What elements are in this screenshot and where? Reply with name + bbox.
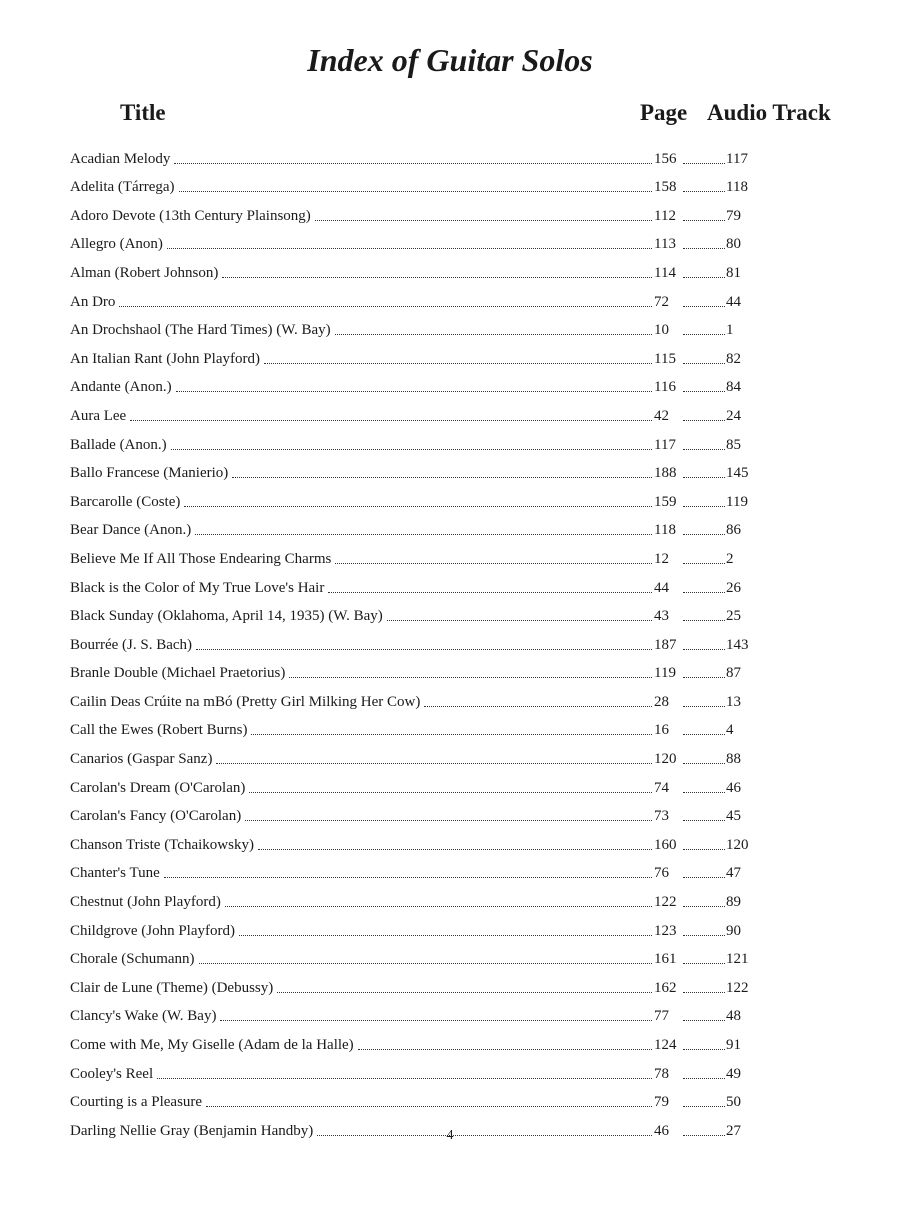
index-entry [70,656,760,685]
entry-audio-track: 4 [726,722,734,739]
dot-leader [683,706,725,707]
dot-leader [195,534,652,535]
entry-title: Cailin Deas Crúite na mBó (Pretty Girl Milking Her Cow) [70,693,421,710]
entry-audio-track: 44 [726,293,741,310]
entry-title: Adelita (Tárrega) [70,179,175,196]
dot-leader [683,1020,725,1021]
index-entry [70,1085,760,1114]
dot-leader [220,1020,652,1021]
index-entry [70,370,760,399]
entry-page: 10 [654,322,669,339]
index-entry [70,999,760,1028]
index-entry [70,770,760,799]
dot-leader [176,391,652,392]
dot-leader [264,363,652,364]
dot-leader [683,906,725,907]
entry-page: 156 [654,150,677,167]
entry-page: 161 [654,951,677,968]
dot-leader [683,420,725,421]
dot-leader [216,763,652,764]
entry-page: 73 [654,808,669,825]
entry-page: 159 [654,493,677,510]
dot-leader [249,792,652,793]
dot-leader [683,220,725,221]
dot-leader [157,1078,652,1079]
entry-title: Alman (Robert Johnson) [70,264,219,281]
dot-leader [683,820,725,821]
entry-title: Carolan's Dream (O'Carolan) [70,779,246,796]
dot-leader [289,677,652,678]
index-entry [70,284,760,313]
entry-page: 74 [654,779,669,796]
dot-leader [683,391,725,392]
entry-audio-track: 2 [726,550,734,567]
dot-leader [171,449,652,450]
dot-leader [387,620,652,621]
entry-title: Chorale (Schumann) [70,951,195,968]
entry-audio-track: 13 [726,693,741,710]
entry-page: 113 [654,236,676,253]
entry-audio-track: 89 [726,894,741,911]
entry-page: 114 [654,264,676,281]
index-entry [70,799,760,828]
entry-audio-track: 80 [726,236,741,253]
entry-audio-track: 48 [726,1008,741,1025]
entry-title: Andante (Anon.) [70,379,172,396]
column-header-audio-track: Audio Track [707,100,831,125]
dot-leader [683,449,725,450]
entry-title: Call the Ewes (Robert Burns) [70,722,248,739]
entry-page: 76 [654,865,669,882]
entry-title: An Italian Rant (John Playford) [70,350,260,367]
entry-page: 187 [654,636,677,653]
entry-audio-track: 81 [726,264,741,281]
entry-audio-track: 145 [726,465,749,482]
entry-page: 12 [654,550,669,567]
dot-leader [164,877,652,878]
dot-leader [328,592,652,593]
dot-leader [683,534,725,535]
index-entry [70,456,760,485]
entry-audio-track: 50 [726,1094,741,1111]
dot-leader [683,306,725,307]
dot-leader [683,849,725,850]
dot-leader [683,677,725,678]
entry-page: 120 [654,751,677,768]
index-entry [70,198,760,227]
entry-title: Black Sunday (Oklahoma, April 14, 1935) (W. Bay) [70,608,383,625]
entry-title: Cooley's Reel [70,1065,154,1082]
entry-page: 44 [654,579,669,596]
dot-leader [683,963,725,964]
entry-page: 72 [654,293,669,310]
index-entry [70,227,760,256]
entry-page: 116 [654,379,676,396]
index-list [70,141,760,1142]
index-entry [70,570,760,599]
entry-audio-track: 120 [726,836,749,853]
entry-page: 42 [654,407,669,424]
entry-title: An Dro [70,293,116,310]
index-entry [70,827,760,856]
entry-page: 117 [654,436,676,453]
dot-leader [315,220,652,221]
entry-audio-track: 26 [726,579,741,596]
index-entry [70,313,760,342]
dot-leader [167,248,652,249]
entry-title: Canarios (Gaspar Sanz) [70,751,213,768]
page-title: Index of Guitar Solos [307,42,593,78]
dot-leader [683,1078,725,1079]
dot-leader [119,306,652,307]
entry-page: 112 [654,207,676,224]
dot-leader [683,506,725,507]
dot-leader [683,191,725,192]
entry-audio-track: 87 [726,665,741,682]
dot-leader [222,277,652,278]
column-header-page: Page [640,100,688,125]
dot-leader [225,906,652,907]
column-header-title: Title [120,100,166,125]
entry-title: Clair de Lune (Theme) (Debussy) [70,979,274,996]
index-entry [70,427,760,456]
entry-audio-track: 85 [726,436,741,453]
entry-page: 28 [654,693,669,710]
dot-leader [683,163,725,164]
entry-page: 119 [654,665,676,682]
index-entry [70,684,760,713]
entry-page: 160 [654,836,677,853]
index-entry [70,599,760,628]
entry-page: 118 [654,522,676,539]
entry-title: Black is the Color of My True Love's Hair [70,579,325,596]
index-entry [70,913,760,942]
entry-title: Adoro Devote (13th Century Plainsong) [70,207,311,224]
dot-leader [683,248,725,249]
dot-leader [683,477,725,478]
dot-leader [258,849,652,850]
index-entry [70,970,760,999]
dot-leader [184,506,652,507]
dot-leader [683,363,725,364]
entry-title: Chestnut (John Playford) [70,894,221,911]
entry-title: Clancy's Wake (W. Bay) [70,1008,217,1025]
entry-audio-track: 84 [726,379,741,396]
entry-page: 79 [654,1094,669,1111]
entry-page: 158 [654,179,677,196]
dot-leader [277,992,652,993]
entry-audio-track: 91 [726,1037,741,1053]
entry-audio-track: 47 [726,865,741,882]
entry-audio-track: 121 [726,951,749,968]
dot-leader [683,563,725,564]
page-number: 4 [446,1128,454,1143]
dot-leader [232,477,652,478]
entry-title: Childgrove (John Playford) [70,922,235,939]
entry-page: 77 [654,1008,669,1025]
entry-audio-track: 24 [726,407,741,424]
dot-leader [335,334,652,335]
dot-leader [683,763,725,764]
entry-title: Chanter's Tune [70,865,160,882]
dot-leader [683,877,725,878]
dot-leader [424,706,652,707]
entry-page: 188 [654,465,677,482]
dot-leader [179,191,652,192]
index-entry [70,713,760,742]
entry-title: Chanson Triste (Tchaikowsky) [70,836,254,853]
index-entry [70,627,760,656]
index-entry [70,741,760,770]
entry-page: 78 [654,1065,669,1082]
entry-title: Bear Dance (Anon.) [70,522,192,539]
dot-leader [196,649,652,650]
entry-audio-track: 117 [726,150,748,167]
dot-leader [683,1106,725,1107]
entry-title: Believe Me If All Those Endearing Charms [70,550,332,567]
index-entry [70,1056,760,1085]
index-entry [70,141,760,170]
entry-page: 43 [654,608,669,625]
entry-audio-track: 122 [726,979,749,996]
entry-audio-track: 79 [726,207,741,224]
dot-leader [683,792,725,793]
index-entry [70,1027,760,1056]
index-entry [70,170,760,199]
dot-leader [683,277,725,278]
dot-leader [683,1049,725,1050]
entry-page: 46 [654,1122,669,1139]
entry-page: 123 [654,922,677,939]
index-entry [70,942,760,971]
entry-page: 16 [654,722,669,739]
entry-title: Darling Nellie Gray (Benjamin Handby) [70,1122,314,1139]
entry-title: Acadian Melody [70,150,171,167]
entry-page: 162 [654,979,677,996]
dot-leader [174,163,652,164]
entry-title: An Drochshaol (The Hard Times) (W. Bay) [70,322,331,339]
index-entry [70,856,760,885]
dot-leader [335,563,652,564]
index-entry [70,341,760,370]
entry-title: Carolan's Fancy (O'Carolan) [70,808,242,825]
dot-leader [683,334,725,335]
entry-title: Courting is a Pleasure [70,1094,203,1111]
entry-audio-track: 27 [726,1122,741,1139]
dot-leader [251,734,652,735]
entry-page: 122 [654,894,677,911]
entry-audio-track: 82 [726,350,741,367]
entry-audio-track: 86 [726,522,741,539]
dot-leader [683,992,725,993]
dot-leader [358,1049,652,1050]
entry-audio-track: 118 [726,179,748,196]
entry-page: 124 [654,1037,677,1053]
entry-title: Come with Me, My Giselle (Adam de la Halle) [70,1037,354,1053]
dot-leader [683,734,725,735]
entry-audio-track: 25 [726,608,741,625]
dot-leader [683,935,725,936]
entry-audio-track: 143 [726,636,749,653]
entry-title: Allegro (Anon) [70,236,163,253]
entry-title: Ballade (Anon.) [70,436,167,453]
entry-audio-track: 119 [726,493,748,510]
entry-audio-track: 49 [726,1065,741,1082]
dot-leader [683,649,725,650]
entry-audio-track: 88 [726,751,741,768]
entry-title: Bourrée (J. S. Bach) [70,636,193,653]
entry-audio-track: 90 [726,922,741,939]
entry-title: Branle Double (Michael Praetorius) [70,665,286,682]
entry-page: 115 [654,350,676,367]
dot-leader [683,592,725,593]
entry-title: Aura Lee [70,407,127,424]
index-entry [70,398,760,427]
entry-audio-track: 46 [726,779,741,796]
dot-leader [199,963,652,964]
index-entry [70,541,760,570]
entry-audio-track: 45 [726,808,741,825]
index-entry [70,255,760,284]
dot-leader [206,1106,652,1107]
index-entry [70,484,760,513]
dot-leader [683,620,725,621]
dot-leader [245,820,652,821]
index-entry [70,884,760,913]
dot-leader [239,935,652,936]
dot-leader [130,420,652,421]
entry-audio-track: 1 [726,322,734,339]
entry-title: Barcarolle (Coste) [70,493,181,510]
entry-title: Ballo Francese (Manierio) [70,465,229,482]
index-entry [70,513,760,542]
